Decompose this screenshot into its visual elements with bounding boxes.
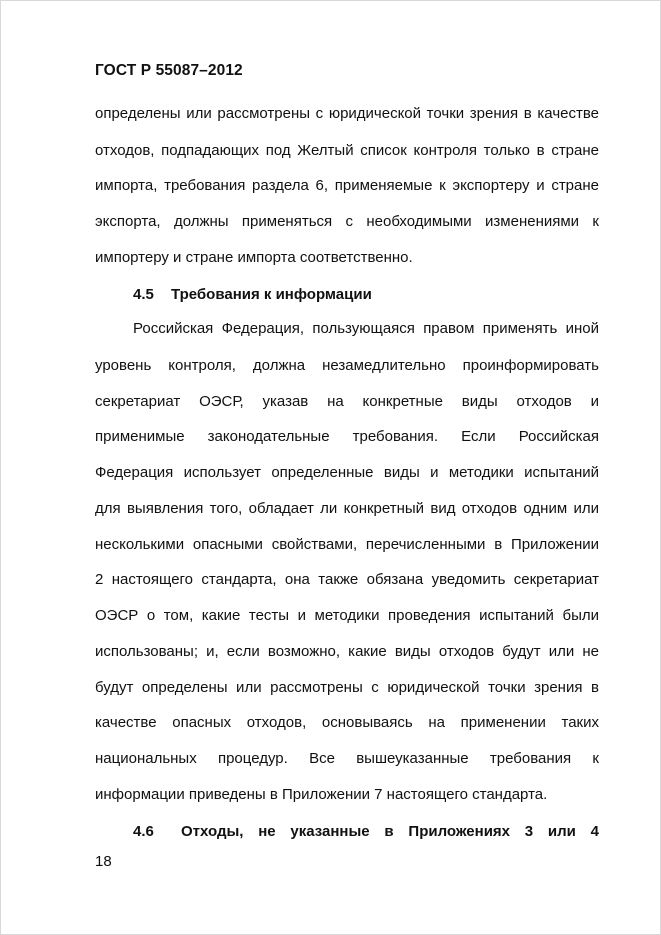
body-text-line: Федерация использует определенные виды и методики испытаний [95, 464, 599, 481]
section-title: Отходы, не указанные в Приложениях 3 или 4 [181, 823, 599, 840]
body-text-line: отходов, подпадающих под Желтый список контроля только в стране [95, 142, 599, 159]
body-text-line: уровень контроля, должна незамедлительно проинформировать [95, 357, 599, 374]
body-text-line: импортеру и стране импорта соответственно. [95, 249, 413, 266]
body-text-line: экспорта, должны применяться с необходимыми изменениями к [95, 213, 599, 230]
body-text-line: информации приведены в Приложении 7 настоящего стандарта. [95, 786, 548, 803]
section-number: 4.6 [133, 823, 154, 840]
document-id-header: ГОСТ Р 55087–2012 [95, 62, 243, 79]
body-text-line: ОЭСР о том, какие тесты и методики проведения испытаний были [95, 607, 599, 624]
body-text-line: качестве опасных отходов, основываясь на применении таких [95, 714, 599, 731]
body-text-line: будут определены или рассмотрены с юридической точки зрения в [95, 679, 599, 696]
body-text-line: применимые законодательные требования. Если Российская [95, 428, 599, 445]
page-number: 18 [95, 853, 112, 870]
body-text-line: импорта, требования раздела 6, применяемые к экспортеру и стране [95, 177, 599, 194]
section-number: 4.5 [133, 286, 154, 303]
body-text-line: национальных процедур. Все вышеуказанные требования к [95, 750, 599, 767]
body-text-line: секретариат ОЭСР, указав на конкретные виды отходов и [95, 393, 599, 410]
body-text-line: 2 настоящего стандарта, она также обязана уведомить секретариат [95, 571, 599, 588]
section-heading-4-5 [133, 285, 599, 305]
section-title: Требования к информации [171, 286, 372, 303]
body-text-line: несколькими опасными свойствами, перечисленными в Приложении [95, 536, 599, 553]
body-text-line: использованы; и, если возможно, какие виды отходов будут или не [95, 643, 599, 660]
body-text-line: Российская Федерация, пользующаяся правом применять иной [133, 320, 599, 337]
section-heading-4-6 [133, 822, 599, 842]
body-text-line: для выявления того, обладает ли конкретный вид отходов одним или [95, 500, 599, 517]
body-text-line: определены или рассмотрены с юридической точки зрения в качестве [95, 105, 599, 122]
